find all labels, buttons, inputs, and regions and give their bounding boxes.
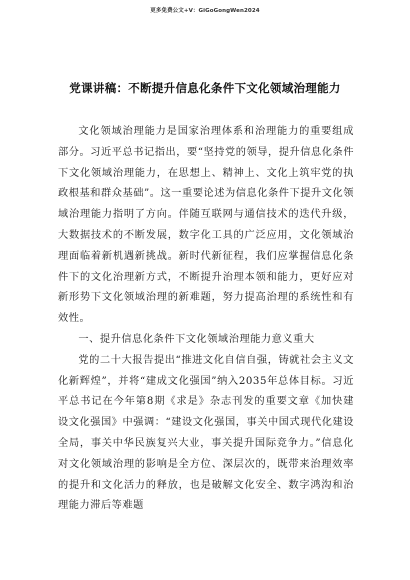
header-note: 更多免费公文+V：GiGoGongWen2024 <box>150 8 260 14</box>
document-title: 党课讲稿：不断提升信息化条件下文化领域治理能力 <box>69 81 341 95</box>
body-paragraph: 文化领域治理能力是国家治理体系和治理能力的重要组成部分。习近平总书记指出，要“坚持党的领导，提升信息化条件下文化领域治理能力，在思想上、精神上、文化上筑牢党的执政根基和群众基础”。这一重要论述为信息化条件下提升文化领域治理能力指明了方向。伴随互联网与通信技术的迭代升级，大数据技术的不断发展，数字化工具的广泛应用，文化领域治理面临着新机遇新挑战。新时代新征程，我们应掌握信息化条件下的文化治理新方式，不断提升治理本领和能力，更好应对新形势下文化领域治理的新难题，努力提高治理的系统性和有效性。 <box>58 126 354 325</box>
document-body <box>58 122 354 517</box>
body-paragraph: 党的二十大报告提出“推进文化自信自强，铸就社会主义文化新辉煌”，并将“建成文化强国”纳入2035年总体目标。习近平总书记在今年第8期《求是》杂志刊发的重要文章《加快建设文化强国》中强调：“建设文化强国，事关中国式现代化建设全局，事关中华民族复兴大业，事关提升国际竞争力。”信息化对文化领域治理的影响是全方位、深层次的，既带来治理效率的提升和文化活力的释放，也是破解文化安全、数字鸿沟和治理能力滞后等难题 <box>58 354 354 512</box>
section-heading: 一、提升信息化条件下文化领域治理能力意义重大 <box>78 333 315 345</box>
